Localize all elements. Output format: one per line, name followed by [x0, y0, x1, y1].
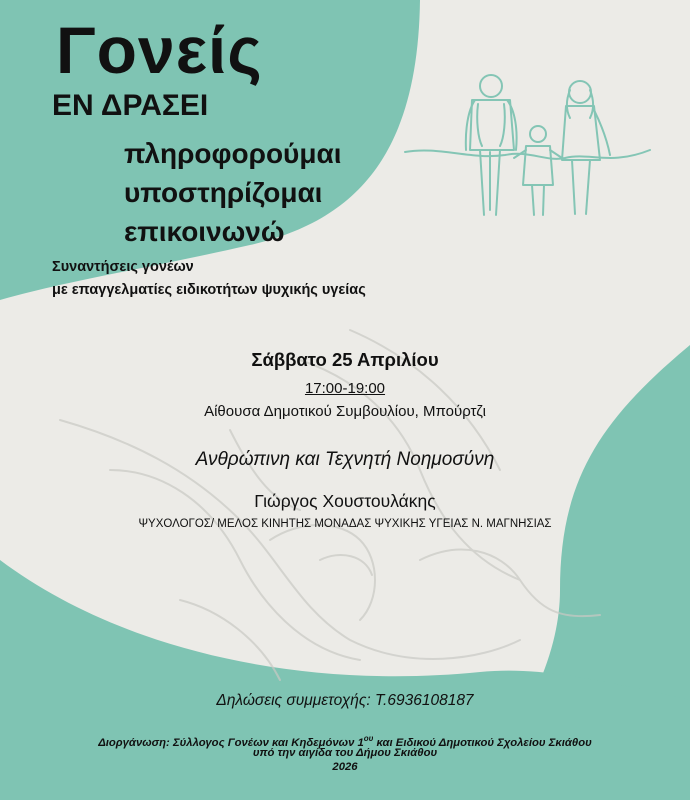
talk-topic: Ανθρώπινη και Τεχνητή Νοημοσύνη — [195, 449, 495, 470]
event-venue: Αίθουσα Δημοτικού Συμβουλίου, Μπούρτζι — [204, 403, 486, 420]
intro-line-2: με επαγγελματίες ειδικοτήτων ψυχικής υγείας — [52, 282, 366, 298]
event-date: Σάββατο 25 Απριλίου — [251, 349, 439, 370]
event-time-text: 17:00-19:00 — [304, 380, 386, 397]
speaker-role: ΨΥΧΟΛΟΓΟΣ/ ΜΕΛΟΣ ΚΙΝΗΤΗΣ ΜΟΝΑΔΑΣ ΨΥΧΙΚΗΣ ΥΓΕΙΑΣ Ν. ΜΑΓΝΗΣΙΑΣ — [138, 518, 552, 530]
organizer-text-b: και Ειδικού Δημοτικού Σχολείου Σκιάθου — [373, 736, 592, 749]
verb-line-1: πληροφορούμαι — [124, 138, 342, 169]
speaker-name: Γιώργος Χουστουλάκης — [254, 491, 436, 511]
registration-phone: Δηλώσεις συμμετοχής: Τ.6936108187 — [216, 692, 474, 709]
organizer-ordinal: ου — [363, 734, 374, 743]
organizer-text-a: Διοργάνωση: Σύλλογος Γονέων και Κηδεμόνων 1 — [98, 736, 364, 749]
event-time — [0, 380, 690, 397]
verb-line-3: επικοινωνώ — [124, 216, 285, 247]
family-walking-illustration — [405, 75, 650, 215]
organizer-year: 2026 — [332, 761, 358, 773]
poster-subtitle: ΕΝ ΔΡΑΣΕΙ — [52, 89, 209, 122]
verb-line-2: υποστηρίζομαι — [124, 177, 323, 208]
poster-title: Γονείς — [56, 13, 263, 87]
intro-line-1: Συναντήσεις γονέων — [52, 259, 194, 275]
organizer-line-2: υπό την αιγίδα του Δήμου Σκιάθου — [252, 747, 438, 759]
